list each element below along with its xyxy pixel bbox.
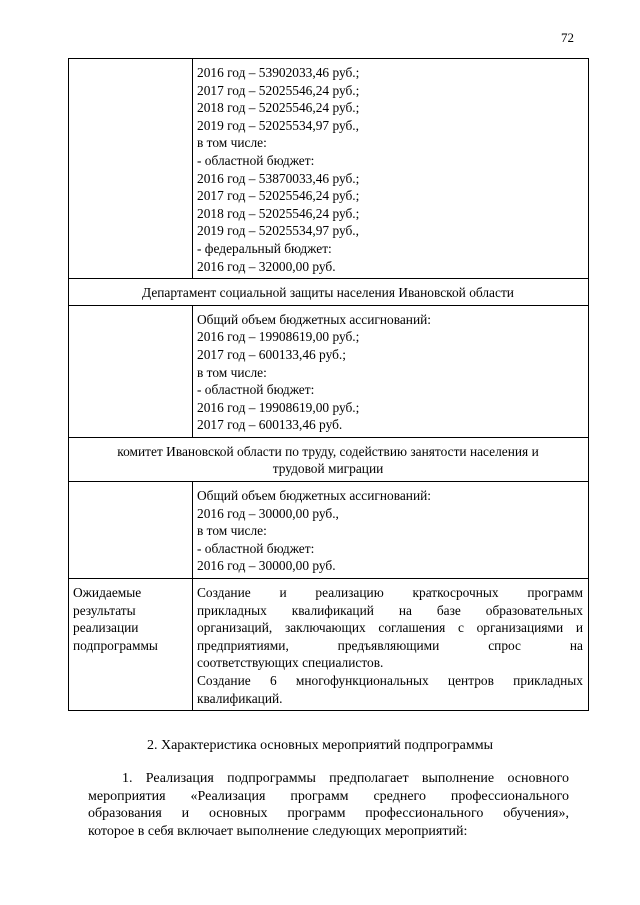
results-text: [193, 579, 589, 711]
budget-line: в том числе:: [197, 135, 267, 151]
budget-line: 2016 год – 53870033,46 руб.;: [197, 170, 360, 186]
budget-line: в том числе:: [197, 364, 267, 380]
budget-line: 2016 год – 19908619,00 руб.;: [197, 399, 360, 415]
budget-line: 2016 год – 53902033,46 руб.;: [197, 65, 360, 80]
budget-line: - областной бюджет:: [197, 540, 315, 556]
budget-line: 2018 год – 52025546,24 руб.;: [197, 100, 360, 116]
budget-line: 2017 год – 600133,46 руб.;: [197, 346, 346, 362]
section-title: 2. Характеристика основных мероприятий подпрограммы: [146, 738, 494, 753]
budget-cell-1: [193, 59, 589, 279]
results-label: [69, 579, 193, 711]
table-row: [69, 437, 589, 481]
results-line: соответствующих специалистов.: [197, 655, 384, 671]
page-number: 72: [561, 30, 574, 45]
budget-line: в том числе:: [197, 523, 267, 539]
budget-line: 2017 год – 600133,46 руб.: [197, 417, 343, 433]
budget-line: 2019 год – 52025534,97 руб.,: [197, 117, 359, 133]
budget-line: - федеральный бюджет:: [197, 240, 332, 256]
results-line: квалификаций.: [197, 690, 283, 706]
table-row: [69, 59, 589, 279]
paragraph-line: которое в себя включает выполнение следующих мероприятий:: [88, 823, 468, 839]
results-line: организаций, заключающих соглашения с организациями и: [197, 620, 583, 636]
budget-line: 2016 год – 30000,00 руб.: [197, 558, 336, 574]
results-line: предприятиями, предъявляющими спрос на: [197, 637, 583, 653]
budget-line: 2016 год – 19908619,00 руб.;: [197, 329, 360, 345]
table-cell-empty: [69, 482, 193, 579]
results-line: Создание и реализацию краткосрочных программ: [197, 585, 583, 601]
budget-cell-3: [193, 482, 589, 579]
budget-table: [68, 58, 589, 711]
results-label-line: подпрограммы: [73, 637, 158, 653]
results-label-line: результаты: [73, 602, 136, 618]
department-heading: Департамент социальной защиты населения Ивановской области: [69, 279, 589, 306]
results-line: прикладных квалификаций на базе образовательных: [197, 602, 583, 618]
results-line: Создание 6 многофункциональных центров прикладных: [197, 673, 583, 688]
paragraph-line: мероприятия «Реализация программ среднего профессионального: [88, 788, 569, 804]
results-label-line: реализации: [73, 620, 139, 636]
table-row: [69, 305, 589, 437]
budget-line: - областной бюджет:: [197, 382, 315, 398]
department-heading-line: трудовой миграции: [272, 461, 384, 477]
budget-line: 2019 год – 52025534,97 руб.,: [197, 223, 359, 239]
budget-line: 2016 год – 32000,00 руб.: [197, 258, 336, 274]
table-row: [69, 279, 589, 306]
table-cell-empty: [69, 305, 193, 437]
budget-cell-2: [193, 305, 589, 437]
table-row: [69, 482, 589, 579]
paragraph-line: 1. Реализация подпрограммы предполагает выполнение основного: [122, 771, 569, 786]
department-heading-line: комитет Ивановской области по труду, содействию занятости населения и: [117, 443, 539, 459]
body-paragraph: [88, 770, 569, 840]
results-label-line: Ожидаемые: [73, 585, 142, 601]
budget-line: 2018 год – 52025546,24 руб.;: [197, 205, 360, 221]
department-heading: [69, 437, 589, 481]
budget-line: Общий объем бюджетных ассигнований:: [197, 488, 432, 504]
budget-line: Общий объем бюджетных ассигнований:: [197, 311, 432, 327]
paragraph-line: образования и основных программ профессионального обучения»,: [88, 806, 569, 822]
budget-line: 2017 год – 52025546,24 руб.;: [197, 82, 360, 98]
budget-line: - областной бюджет:: [197, 152, 315, 168]
budget-line: 2017 год – 52025546,24 руб.;: [197, 188, 360, 204]
table-row: [69, 579, 589, 711]
budget-line: 2016 год – 30000,00 руб.,: [197, 505, 339, 521]
table-cell-empty: [69, 59, 193, 279]
